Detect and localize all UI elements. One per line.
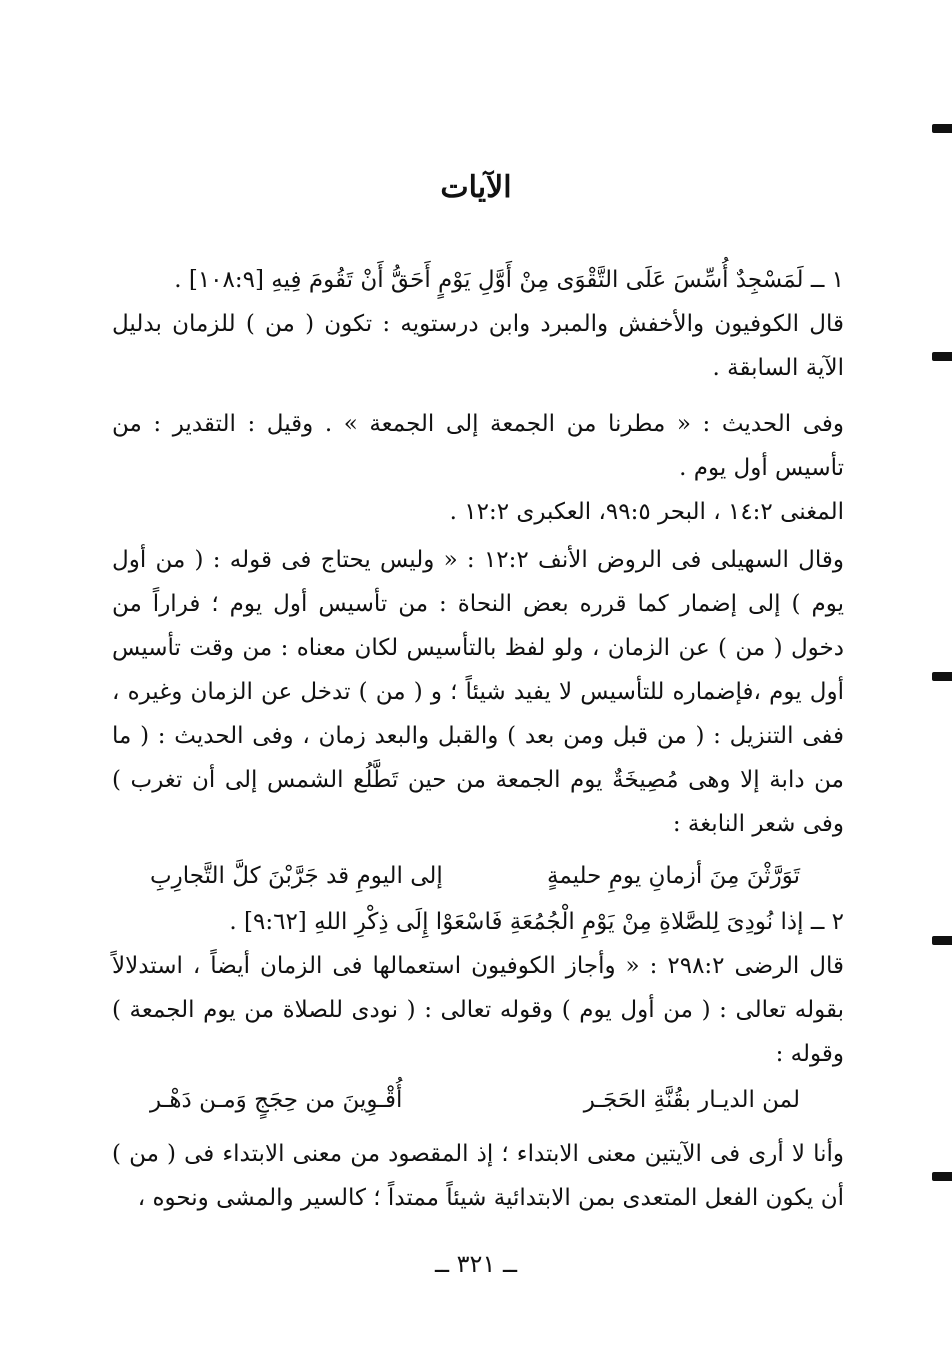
verse-hemistich-second: إلى اليومِ قد جَرَّبْنَ كلَّ التَّجارِبِ xyxy=(150,863,443,889)
paragraph-kufiyyun: قال الكوفيون والأخفش والمبرد وابن درستويه : تكون ( من ) للزمان بدليل الآية السابقة . xyxy=(112,311,844,381)
page-number: ــ ٣٢١ ــ xyxy=(434,1250,518,1278)
verse-hemistich-first: لمن الديـار بقُنَّةِ الحَجَـر xyxy=(583,1087,800,1113)
margin-mark xyxy=(932,672,952,681)
page-title: الآيات xyxy=(440,170,512,205)
paragraph-suhayli: وقال السهيلى فى الروض الأنف ١٢:٢ : « وليس يحتاج فى قوله : ( من أول يوم ) إلى إضمار كما قرره بعض النحاة : من تأسيس أول يوم ؛ فراراً من دخول ( من ) عن الزمان ، ولو لفظ بالتأسيس لكان معناه : من وقت تأسيس أول يوم ،فإضماره للتأسيس لا يفيد شيئاً ؛ و ( من ) تدخل عن الزمان وغيره ، ففى التنزيل : ( من قبل ومن بعد ) والقبل والبعد زمان ، وفى الحديث : ( ما من دابة إلا وهى مُصِيخَةٌ يوم الجمعة من حين تَطَّلُع الشمس إلى أن تغرب ) وفى شعر النابغة : xyxy=(112,547,844,837)
paragraph-references: المغنى ١٤:٢ ، البحر ٩٩:٥، العكبرى ١٢:٢ . xyxy=(449,499,844,525)
poetry-line-2 xyxy=(150,1080,840,1120)
verse-1: ١ ــ لَمَسْجِدٌ أُسِّسَ عَلَى التَّقْوَى مِنْ أَوَّلِ يَوْمٍ أَحَقُّ أَنْ تَقُومَ فِيهِ [١٠٨:٩] . xyxy=(174,267,844,293)
verse-hemistich-second: أُقْـوِينَ من حِجَجٍ وَمـن دَهْـر xyxy=(150,1087,403,1113)
paragraph-hadith: وفى الحديث : « مطرنا من الجمعة إلى الجمعة » . وقيل : التقدير : من تأسيس أول يوم . xyxy=(112,411,844,481)
paragraph-radi: قال الرضى ٢٩٨:٢ : « وأجاز الكوفيون استعمالها فى الزمان أيضاً ، استدلالاً بقوله تعالى : ( من أول يوم ) وقوله تعالى : ( نودى للصلاة من يوم الجمعة ) وقوله : xyxy=(112,953,845,1067)
poetry-line-nabigha xyxy=(150,856,840,896)
verse-2: ٢ ــ إذا نُودِىَ لِلصَّلاةِ مِنْ يَوْمِ الْجُمُعَةِ فَاسْعَوْا إِلَى ذِكْرِ اللهِ [٩:٦٢] . xyxy=(229,909,844,935)
paragraph-author-opinion: وأنا لا أرى فى الآيتين معنى الابتداء ؛ إذ المقصود من معنى الابتداء فى ( من ) أن يكون الفعل المتعدى بمن الابتدائية شيئاً ممتداً ؛ كالسير والمشى ونحوه ، xyxy=(112,1141,844,1211)
margin-mark xyxy=(932,124,952,133)
margin-mark xyxy=(932,1172,952,1181)
verse-hemistich-first: تَوَرَّثْنَ مِنَ أزمانِ يومِ حليمةٍ xyxy=(546,863,800,889)
margin-mark xyxy=(932,936,952,945)
margin-mark xyxy=(932,352,952,361)
